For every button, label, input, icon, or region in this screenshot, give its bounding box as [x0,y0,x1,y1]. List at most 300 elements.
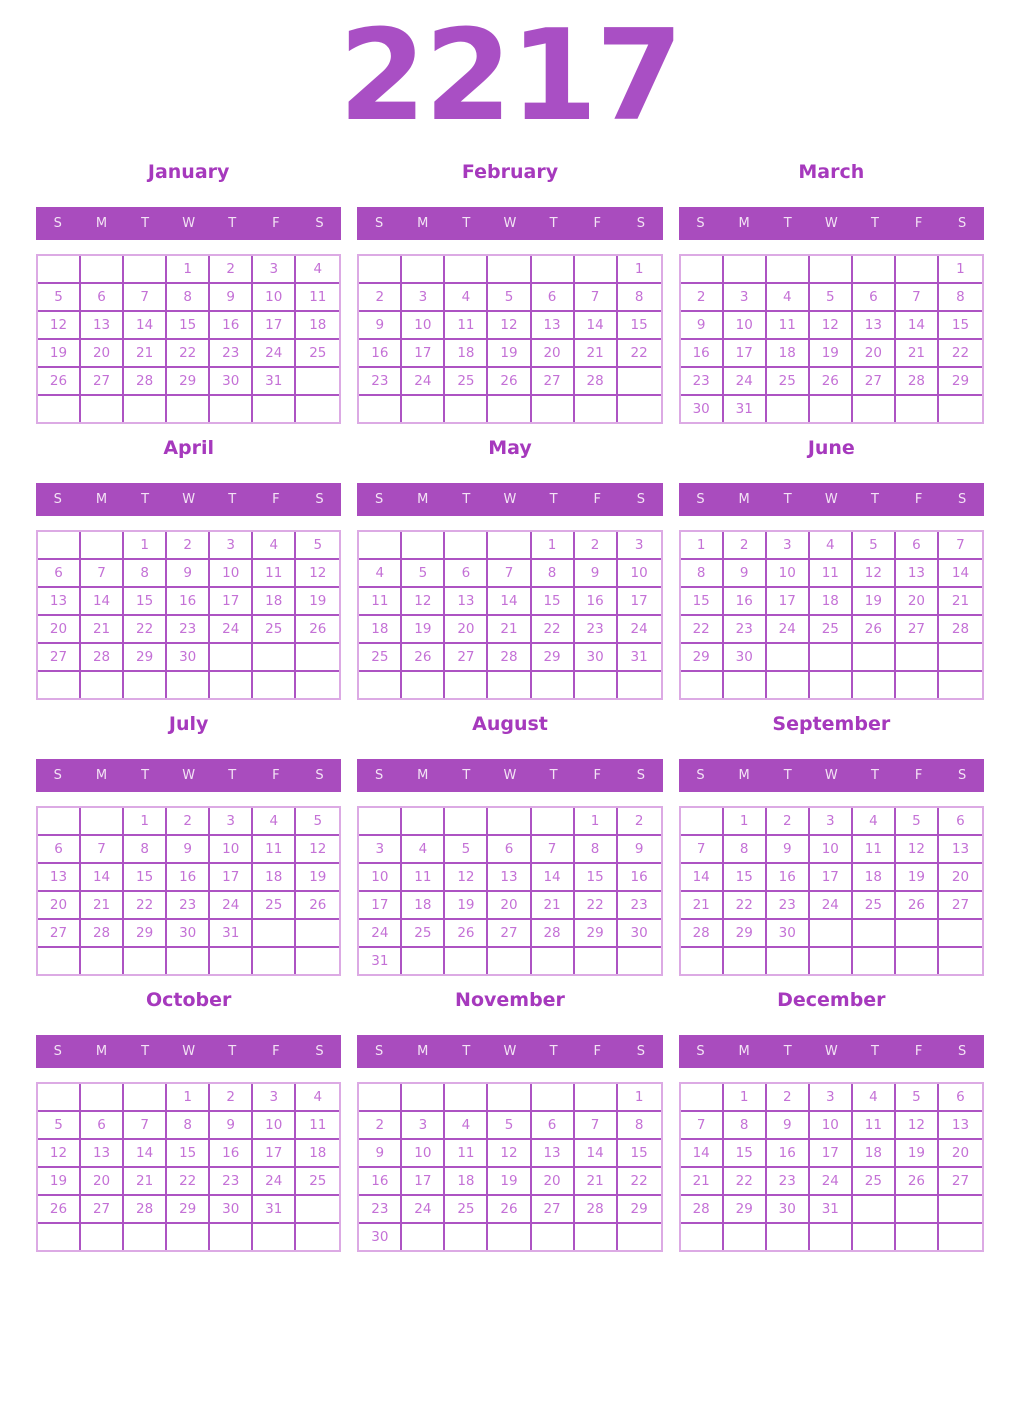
date-row [681,396,982,422]
date-cell: 6 [445,560,488,588]
date-cell: 27 [939,1168,982,1196]
date-cell: 18 [853,1140,896,1168]
month-block [36,988,341,1252]
empty-date-cell [488,808,531,836]
weekday-letter: M [738,1044,750,1060]
weekday-letter: W [824,216,838,232]
empty-date-cell [124,672,167,698]
date-cell: 3 [210,808,253,836]
empty-date-cell [618,368,661,396]
date-cell: 4 [445,284,488,312]
date-cell: 19 [853,588,896,616]
weekday-letter: F [593,492,601,508]
date-cell: 16 [767,1140,810,1168]
weekday-letter: S [53,768,62,784]
date-cell: 26 [296,616,339,644]
weekday-letter: F [914,768,923,784]
date-grid [36,1082,341,1252]
date-cell: 18 [253,864,296,892]
date-cell: 30 [681,396,724,422]
date-cell: 7 [896,284,939,312]
yearly-calendar-page [0,2,1020,1252]
weekday-letter: F [272,216,280,232]
date-cell: 11 [296,284,339,312]
date-row [359,948,660,974]
weekday-letter: M [95,1044,108,1060]
date-cell: 28 [575,1196,618,1224]
empty-date-cell [532,948,575,974]
empty-date-cell [402,808,445,836]
empty-date-cell [38,256,81,284]
date-cell: 16 [210,1140,253,1168]
date-row [681,1224,982,1250]
date-cell: 1 [124,808,167,836]
date-cell: 7 [124,284,167,312]
weekday-letter: W [503,768,517,784]
empty-date-cell [210,396,253,422]
empty-date-cell [575,396,618,422]
weekday-letter: T [549,492,558,508]
date-cell: 13 [853,312,896,340]
empty-date-cell [896,256,939,284]
month-block [357,436,662,700]
weekday-letter: M [95,216,108,232]
weekday-letter: W [503,492,517,508]
date-cell: 10 [618,560,661,588]
weekday-letter: S [375,492,384,508]
date-cell: 14 [532,864,575,892]
date-cell: 21 [681,892,724,920]
date-cell: 6 [939,808,982,836]
empty-date-cell [359,396,402,422]
weekday-letter: T [783,768,792,784]
date-cell: 20 [939,1140,982,1168]
date-cell: 3 [253,256,296,284]
date-row [681,948,982,974]
empty-date-cell [681,808,724,836]
date-cell: 5 [896,1084,939,1112]
date-cell: 27 [81,1196,124,1224]
empty-date-cell [445,1224,488,1250]
date-cell: 13 [81,1140,124,1168]
date-cell: 4 [445,1112,488,1140]
empty-date-cell [488,948,531,974]
date-cell: 1 [681,532,724,560]
date-row [38,368,339,396]
weekday-letter: F [272,1044,280,1060]
date-cell: 23 [210,1168,253,1196]
date-cell: 20 [532,1168,575,1196]
date-row [38,1112,339,1140]
date-grid [357,530,662,700]
date-cell: 14 [81,588,124,616]
empty-date-cell [724,256,767,284]
weekday-header-row [357,759,662,792]
date-row [681,1196,982,1224]
date-cell: 24 [253,340,296,368]
weekday-letter: S [958,216,967,232]
empty-date-cell [939,1224,982,1250]
date-cell: 30 [767,920,810,948]
empty-date-cell [724,1224,767,1250]
empty-date-cell [253,948,296,974]
date-cell: 20 [939,864,982,892]
empty-date-cell [38,532,81,560]
date-cell: 3 [359,836,402,864]
empty-date-cell [81,396,124,422]
date-row [359,644,660,672]
empty-date-cell [618,948,661,974]
date-cell: 23 [359,1196,402,1224]
date-cell: 8 [618,1112,661,1140]
empty-date-cell [167,672,210,698]
date-row [359,1196,660,1224]
empty-date-cell [445,948,488,974]
date-cell: 15 [532,588,575,616]
date-cell: 4 [853,808,896,836]
date-cell: 31 [210,920,253,948]
weekday-header-row [679,483,984,516]
date-cell: 30 [167,920,210,948]
weekday-letter: M [417,492,429,508]
date-cell: 20 [853,340,896,368]
empty-date-cell [575,256,618,284]
weekday-letter: T [870,768,879,784]
date-row [38,1140,339,1168]
date-row [38,1224,339,1250]
empty-date-cell [124,1224,167,1250]
empty-date-cell [767,1224,810,1250]
empty-date-cell [124,396,167,422]
date-cell: 4 [253,808,296,836]
date-cell: 31 [618,644,661,672]
empty-date-cell [681,672,724,698]
date-cell: 24 [767,616,810,644]
date-cell: 30 [167,644,210,672]
date-cell: 29 [124,920,167,948]
date-cell: 17 [810,864,853,892]
weekday-letter: T [783,216,792,232]
empty-date-cell [38,672,81,698]
date-cell: 8 [724,1112,767,1140]
date-cell: 12 [296,560,339,588]
empty-date-cell [81,1084,124,1112]
date-row [38,864,339,892]
empty-date-cell [445,672,488,698]
weekday-letter: W [824,1044,838,1060]
date-cell: 1 [124,532,167,560]
weekday-letter: S [958,492,967,508]
date-cell: 11 [853,1112,896,1140]
empty-date-cell [210,672,253,698]
weekday-letter: M [417,768,429,784]
date-cell: 5 [853,532,896,560]
month-name: May [488,437,532,460]
date-cell: 6 [532,284,575,312]
empty-date-cell [488,532,531,560]
date-cell: 1 [618,256,661,284]
date-row [38,256,339,284]
date-cell: 9 [167,836,210,864]
date-row [38,312,339,340]
date-cell: 1 [167,1084,210,1112]
date-cell: 12 [853,560,896,588]
date-cell: 6 [896,532,939,560]
date-cell: 28 [681,1196,724,1224]
date-cell: 29 [167,1196,210,1224]
date-cell: 7 [575,1112,618,1140]
date-cell: 16 [724,588,767,616]
date-row [681,368,982,396]
weekday-letter: T [870,1044,879,1060]
weekday-letter: M [417,1044,429,1060]
weekday-letter: S [375,216,384,232]
date-row [38,892,339,920]
date-cell: 25 [296,1168,339,1196]
date-cell: 4 [810,532,853,560]
empty-date-cell [167,1224,210,1250]
empty-date-cell [724,948,767,974]
year-title: 2217 [338,2,682,149]
empty-date-cell [810,396,853,422]
date-cell: 14 [681,864,724,892]
date-cell: 18 [767,340,810,368]
empty-date-cell [939,920,982,948]
date-cell: 14 [488,588,531,616]
date-row [359,1140,660,1168]
date-cell: 2 [359,284,402,312]
date-cell: 8 [124,836,167,864]
weekday-letter: F [914,1044,923,1060]
date-cell: 7 [681,836,724,864]
empty-date-cell [853,396,896,422]
date-row [359,256,660,284]
weekday-header-row [357,1035,662,1068]
date-cell: 6 [853,284,896,312]
weekday-letter: M [417,216,429,232]
date-cell: 21 [575,1168,618,1196]
date-cell: 19 [296,864,339,892]
empty-date-cell [445,532,488,560]
date-cell: 16 [767,864,810,892]
weekday-letter: S [636,216,645,232]
date-cell: 5 [810,284,853,312]
empty-date-cell [681,256,724,284]
empty-date-cell [618,672,661,698]
date-grid [357,1082,662,1252]
empty-date-cell [575,1224,618,1250]
empty-date-cell [853,1196,896,1224]
date-row [38,1196,339,1224]
empty-date-cell [38,948,81,974]
date-cell: 2 [210,1084,253,1112]
date-row [359,1168,660,1196]
date-cell: 19 [896,1140,939,1168]
empty-date-cell [402,396,445,422]
date-cell: 14 [896,312,939,340]
date-cell: 19 [296,588,339,616]
date-cell: 14 [575,1140,618,1168]
empty-date-cell [575,672,618,698]
date-cell: 10 [210,836,253,864]
date-cell: 29 [532,644,575,672]
date-cell: 26 [853,616,896,644]
date-cell: 19 [810,340,853,368]
date-cell: 24 [210,616,253,644]
date-row [359,920,660,948]
empty-date-cell [488,1224,531,1250]
weekday-letter: S [696,1044,705,1060]
weekday-letter: S [375,1044,384,1060]
date-cell: 16 [681,340,724,368]
date-cell: 27 [853,368,896,396]
date-cell: 12 [38,312,81,340]
date-cell: 18 [296,1140,339,1168]
weekday-letter: S [958,1044,967,1060]
date-cell: 20 [38,616,81,644]
weekday-letter: S [696,492,705,508]
date-cell: 25 [296,340,339,368]
date-cell: 9 [167,560,210,588]
date-row [359,892,660,920]
empty-date-cell [724,672,767,698]
empty-date-cell [532,1224,575,1250]
date-cell: 17 [253,312,296,340]
date-cell: 7 [488,560,531,588]
date-row [38,948,339,974]
date-cell: 1 [618,1084,661,1112]
date-cell: 19 [488,340,531,368]
date-row [38,1168,339,1196]
empty-date-cell [445,396,488,422]
month-block [679,436,984,700]
empty-date-cell [359,672,402,698]
empty-date-cell [896,948,939,974]
date-cell: 2 [167,808,210,836]
date-cell: 17 [210,588,253,616]
date-cell: 14 [575,312,618,340]
date-cell: 30 [210,1196,253,1224]
empty-date-cell [896,1196,939,1224]
date-cell: 17 [210,864,253,892]
date-cell: 25 [853,1168,896,1196]
month-name: December [777,989,886,1012]
empty-date-cell [532,396,575,422]
date-cell: 28 [896,368,939,396]
date-cell: 2 [724,532,767,560]
date-row [38,836,339,864]
date-cell: 12 [296,836,339,864]
date-row [359,1112,660,1140]
date-cell: 3 [402,284,445,312]
weekday-header-row [679,1035,984,1068]
empty-date-cell [359,532,402,560]
date-cell: 24 [253,1168,296,1196]
weekday-letter: T [549,768,558,784]
weekday-letter: T [141,1044,150,1060]
empty-date-cell [296,1196,339,1224]
empty-date-cell [359,256,402,284]
date-row [359,864,660,892]
weekday-letter: W [824,492,838,508]
weekday-letter: T [462,768,471,784]
date-cell: 17 [359,892,402,920]
date-row [359,672,660,698]
weekday-letter: S [696,768,705,784]
date-cell: 8 [724,836,767,864]
date-cell: 2 [618,808,661,836]
empty-date-cell [532,1084,575,1112]
weekday-header-row [357,207,662,240]
date-cell: 28 [81,920,124,948]
empty-date-cell [402,1084,445,1112]
date-cell: 3 [618,532,661,560]
date-cell: 21 [81,616,124,644]
date-cell: 17 [253,1140,296,1168]
month-block [679,160,984,424]
empty-date-cell [296,672,339,698]
empty-date-cell [939,1196,982,1224]
weekday-letter: M [738,216,750,232]
date-cell: 9 [359,312,402,340]
date-cell: 11 [402,864,445,892]
month-block [36,712,341,976]
date-cell: 22 [724,892,767,920]
date-cell: 13 [532,312,575,340]
date-cell: 13 [896,560,939,588]
date-cell: 24 [210,892,253,920]
date-cell: 18 [253,588,296,616]
empty-date-cell [939,644,982,672]
date-cell: 14 [939,560,982,588]
date-cell: 26 [38,1196,81,1224]
month-name: January [147,161,230,184]
weekday-letter: W [182,768,196,784]
weekday-letter: S [636,1044,645,1060]
date-cell: 16 [359,340,402,368]
empty-date-cell [124,948,167,974]
date-cell: 25 [253,892,296,920]
date-cell: 30 [618,920,661,948]
weekday-letter: M [738,768,750,784]
date-cell: 13 [38,864,81,892]
date-cell: 18 [445,1168,488,1196]
date-cell: 22 [939,340,982,368]
empty-date-cell [167,948,210,974]
date-cell: 5 [488,1112,531,1140]
weekday-header-row [357,483,662,516]
date-cell: 13 [38,588,81,616]
date-cell: 13 [532,1140,575,1168]
date-cell: 11 [359,588,402,616]
date-row [681,588,982,616]
date-cell: 18 [296,312,339,340]
date-cell: 14 [124,1140,167,1168]
weekday-letter: S [315,1044,324,1060]
date-cell: 15 [167,1140,210,1168]
month-block [679,988,984,1252]
date-cell: 16 [210,312,253,340]
empty-date-cell [359,808,402,836]
date-cell: 13 [939,1112,982,1140]
date-cell: 11 [253,560,296,588]
date-cell: 24 [618,616,661,644]
month-block [357,712,662,976]
date-cell: 11 [767,312,810,340]
date-cell: 18 [853,864,896,892]
month-block [36,160,341,424]
empty-date-cell [253,920,296,948]
